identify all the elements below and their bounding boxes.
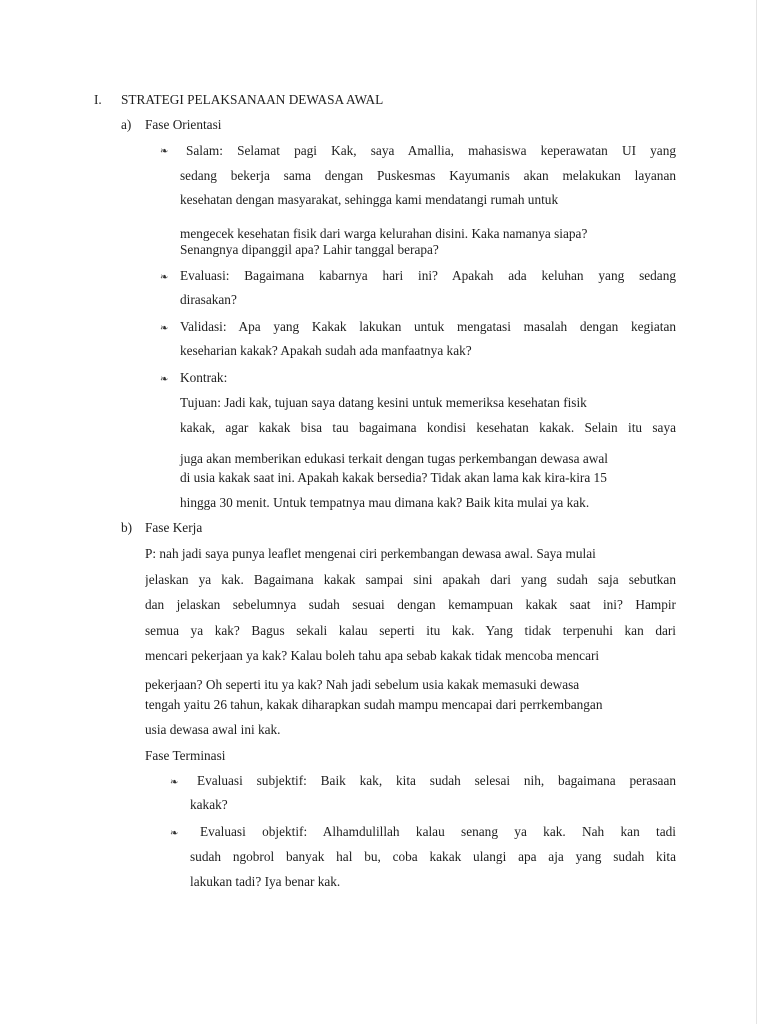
evaluasi-line-2: dirasakan? [180, 292, 237, 307]
kerja-line-8: usia dewasa awal ini kak. [145, 722, 281, 737]
objektif-line-2: sudah ngobrol banyak hal bu, coba kakak ulangi apa aja yang sudah kita [190, 849, 676, 864]
validasi-line-1: Validasi: Apa yang Kakak lakukan untuk mengatasi masalah dengan kegiatan [180, 319, 676, 334]
tujuan-line-2: kakak, agar kakak bisa tau bagaimana kondisi kesehatan kakak. Selain itu saya [180, 420, 676, 435]
kerja-heading: Fase Kerja [145, 520, 203, 535]
salam-line-2: sedang bekerja sama dengan Puskesmas Kayumanis akan melakukan layanan [180, 168, 676, 183]
kerja-line-1: P: nah jadi saya punya leaflet mengenai ciri perkembangan dewasa awal. Saya mulai [145, 546, 596, 561]
tujuan-line-1: Tujuan: Jadi kak, tujuan saya datang kesini untuk memeriksa kesehatan fisik [180, 395, 587, 410]
objektif-line-3: lakukan tadi? Iya benar kak. [190, 874, 341, 889]
orientasi-heading: Fase Orientasi [145, 117, 222, 132]
salam-line-3: kesehatan dengan masyarakat, sehingga kami mendatangi rumah untuk [180, 192, 559, 207]
tujuan-line-3: juga akan memberikan edukasi terkait dengan tugas perkembangan dewasa awal [180, 451, 608, 466]
kerja-line-5: mencari pekerjaan ya kak? Kalau boleh tahu apa sebab kakak tidak mencoba mencari [145, 648, 600, 663]
kontrak-label: Kontrak: [180, 370, 228, 385]
tujuan-line-5: hingga 30 menit. Untuk tempatnya mau dimana kak? Baik kita mulai ya kak. [180, 495, 590, 510]
tujuan-line-4: di usia kakak saat ini. Apakah kakak bersedia? Tidak akan lama kak kira-kira 15 [180, 470, 607, 485]
validasi-bullet-icon: ❧ [160, 323, 169, 334]
evaluasi-bullet-icon: ❧ [160, 272, 169, 283]
terminasi-heading: Fase Terminasi [145, 748, 226, 763]
subjektif-line-1: Evaluasi subjektif: Baik kak, kita sudah selesai nih, bagaimana perasaan [197, 773, 676, 788]
validasi-line-2: keseharian kakak? Apakah sudah ada manfaatnya kak? [180, 343, 472, 358]
salam-line-4: mengecek kesehatan fisik dari warga kelurahan disini. Kaka namanya siapa? [180, 226, 588, 241]
kerja-line-2: jelaskan ya kak. Bagaimana kakak sampai sini apakah dari yang sudah saja sebutkan [145, 572, 676, 587]
salam-line-1: Salam: Selamat pagi Kak, saya Amallia, mahasiswa keperawatan UI yang [186, 143, 676, 158]
orientasi-marker: a) [121, 117, 132, 132]
objektif-line-1: Evaluasi objektif: Alhamdulillah kalau senang ya kak. Nah kan tadi [200, 824, 676, 839]
kerja-line-4: semua ya kak? Bagus sekali kalau seperti itu kak. Yang tidak terpenuhi kan dari [145, 623, 676, 638]
kerja-line-6: pekerjaan? Oh seperti itu ya kak? Nah jadi sebelum usia kakak memasuki dewasa [145, 677, 580, 692]
page-edge [756, 0, 757, 1024]
salam-bullet-icon: ❧ [160, 146, 169, 157]
subjektif-line-2: kakak? [190, 797, 228, 812]
section-title: STRATEGI PELAKSANAAN DEWASA AWAL [121, 92, 384, 107]
salam-line-5: Senangnya dipanggil apa? Lahir tanggal berapa? [180, 242, 439, 257]
kerja-line-7: tengah yaitu 26 tahun, kakak diharapkan sudah mampu mencapai dari perrkembangan [145, 697, 603, 712]
objektif-bullet-icon: ❧ [170, 828, 179, 839]
subjektif-bullet-icon: ❧ [170, 777, 179, 788]
kerja-line-3: dan jelaskan sebelumnya sudah sesuai dengan kemampuan kakak saat ini? Hampir [145, 597, 676, 612]
kontrak-bullet-icon: ❧ [160, 374, 169, 385]
section-number: I. [94, 92, 102, 107]
kerja-marker: b) [121, 520, 133, 535]
evaluasi-line-1: Evaluasi: Bagaimana kabarnya hari ini? Apakah ada keluhan yang sedang [180, 268, 676, 283]
